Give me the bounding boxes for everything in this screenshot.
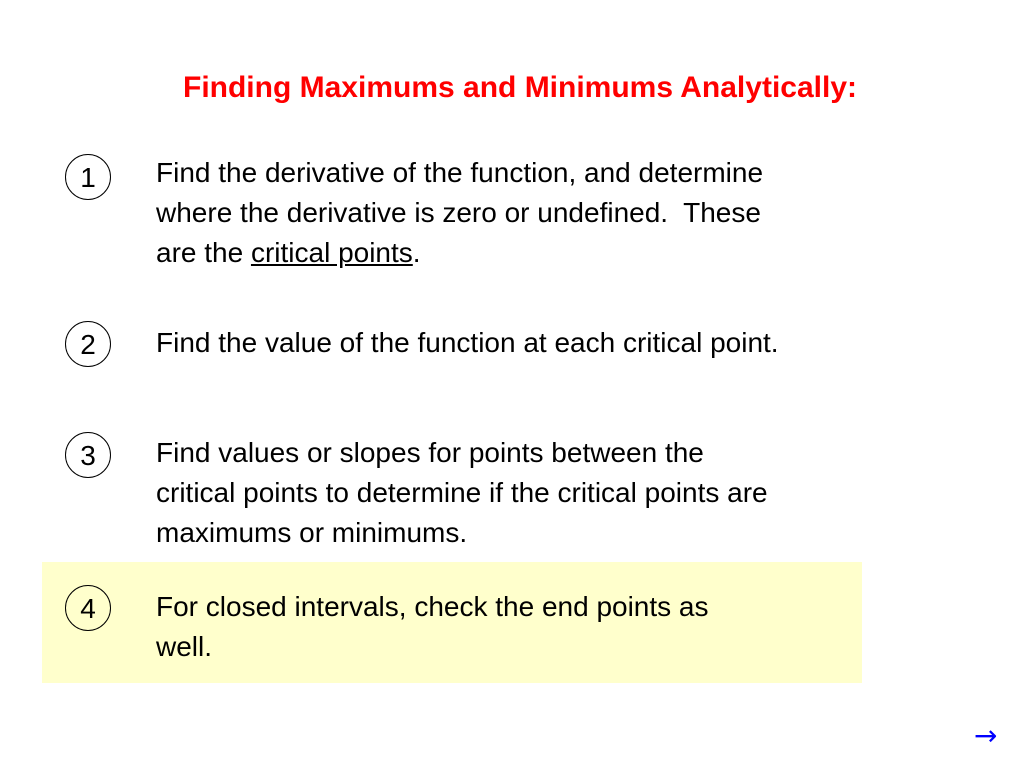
step-number-1: 1: [65, 154, 111, 200]
step-4-line-1: For closed intervals, check the end points as: [156, 591, 709, 622]
step-3-line-1: Find values or slopes for points between the: [156, 437, 704, 468]
critical-points-term: critical points: [250, 237, 413, 268]
next-slide-arrow-icon[interactable]: →: [974, 719, 998, 752]
step-text-1: [156, 153, 936, 273]
slide-title: Finding Maximums and Minimums Analytically:: [183, 71, 857, 104]
step-number-3: 3: [65, 432, 111, 478]
step-text-2: [156, 323, 936, 363]
step-1-line-3-prefix: are the: [156, 237, 251, 268]
step-text-4: [156, 587, 936, 667]
step-3-line-3: maximums or minimums.: [156, 517, 468, 548]
step-1-line-2: where the derivative is zero or undefined. These: [156, 197, 761, 228]
step-1-line-3-suffix: .: [412, 237, 421, 268]
step-number-2: 2: [65, 321, 111, 367]
step-number-4: 4: [65, 585, 111, 631]
step-text-3: [156, 433, 936, 553]
step-4-line-2: well.: [156, 631, 213, 662]
step-1-line-3: [156, 233, 936, 273]
step-1-line-1: Find the derivative of the function, and determine: [156, 157, 764, 188]
step-3-line-2: critical points to determine if the critical points are: [156, 477, 768, 508]
step-2-line-1: Find the value of the function at each critical point.: [156, 327, 779, 358]
